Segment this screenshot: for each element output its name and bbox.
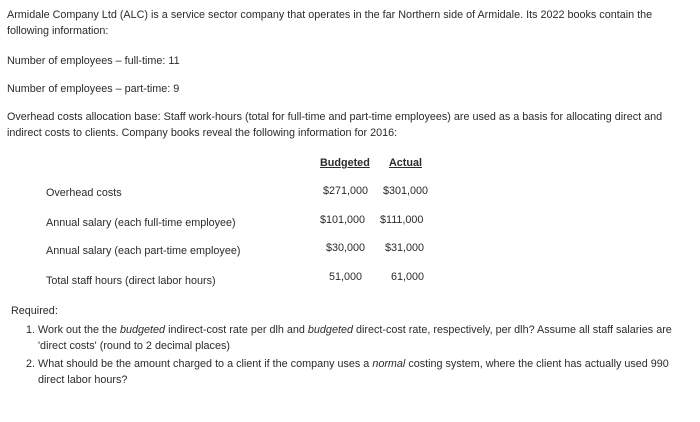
requirement-1-number: 1. [26, 324, 36, 336]
requirement-2-number: 2. [26, 358, 36, 370]
requirement-1-emphasis-1: budgeted [120, 324, 166, 336]
row-overhead-actual: $301,000 [383, 185, 429, 197]
requirement-2-text-c: direct labor hours? [38, 374, 128, 386]
intro-paragraph [7, 7, 695, 39]
overhead-line-1: Overhead costs allocation base: Staff work-hours (total for full-time and part-time employees) are used as a basis for allocating direct and [7, 111, 663, 123]
overhead-line-2: indirect costs to clients. Company books reveal the following information for 2016: [7, 127, 398, 139]
row-overhead-budgeted: $271,000 [323, 185, 369, 197]
requirement-1 [26, 322, 696, 354]
requirement-2 [26, 356, 696, 388]
row-label-fulltime-salary: Annual salary (each full-time employee) [46, 217, 236, 229]
overhead-paragraph [7, 109, 662, 141]
requirement-1-text-b: indirect-cost rate per dlh and [165, 324, 308, 336]
requirement-2-emphasis: normal [372, 358, 406, 370]
row-label-staff-hours: Total staff hours (direct labor hours) [46, 275, 216, 287]
row-label-overhead: Overhead costs [46, 187, 122, 199]
row-parttime-budgeted: $30,000 [326, 242, 366, 254]
required-label: Required: [11, 305, 58, 317]
header-budgeted: Budgeted [320, 157, 370, 169]
intro-line-1: Armidale Company Ltd (ALC) is a service sector company that operates in the far Northern side of Armidale. Its 2022 books contain the [7, 9, 653, 21]
requirement-2-text-a: What should be the amount charged to a client if the company uses a [38, 358, 373, 370]
full-time-employees: Number of employees – full-time: 11 [7, 55, 180, 67]
row-hours-actual: 61,000 [391, 271, 425, 283]
requirements-list [26, 322, 696, 390]
row-parttime-actual: $31,000 [385, 242, 425, 254]
requirement-1-emphasis-2: budgeted [307, 324, 353, 336]
row-label-parttime-salary: Annual salary (each part-time employee) [46, 245, 241, 257]
row-fulltime-budgeted: $101,000 [320, 214, 366, 226]
header-actual: Actual [389, 157, 422, 169]
row-fulltime-actual: $111,000 [380, 214, 424, 226]
intro-line-2: following information: [7, 25, 109, 37]
row-hours-budgeted: 51,000 [329, 271, 363, 283]
requirement-1-text-a: Work out the the [38, 324, 121, 336]
requirement-2-text-b: costing system, where the client has actually used 990 [405, 358, 669, 370]
part-time-employees: Number of employees – part-time: 9 [7, 83, 180, 95]
requirement-1-text-c: direct-cost rate, respectively, per dlh? Assume all staff salaries are [352, 324, 672, 336]
requirement-1-text-d: 'direct costs' (round to 2 decimal places) [38, 340, 230, 352]
